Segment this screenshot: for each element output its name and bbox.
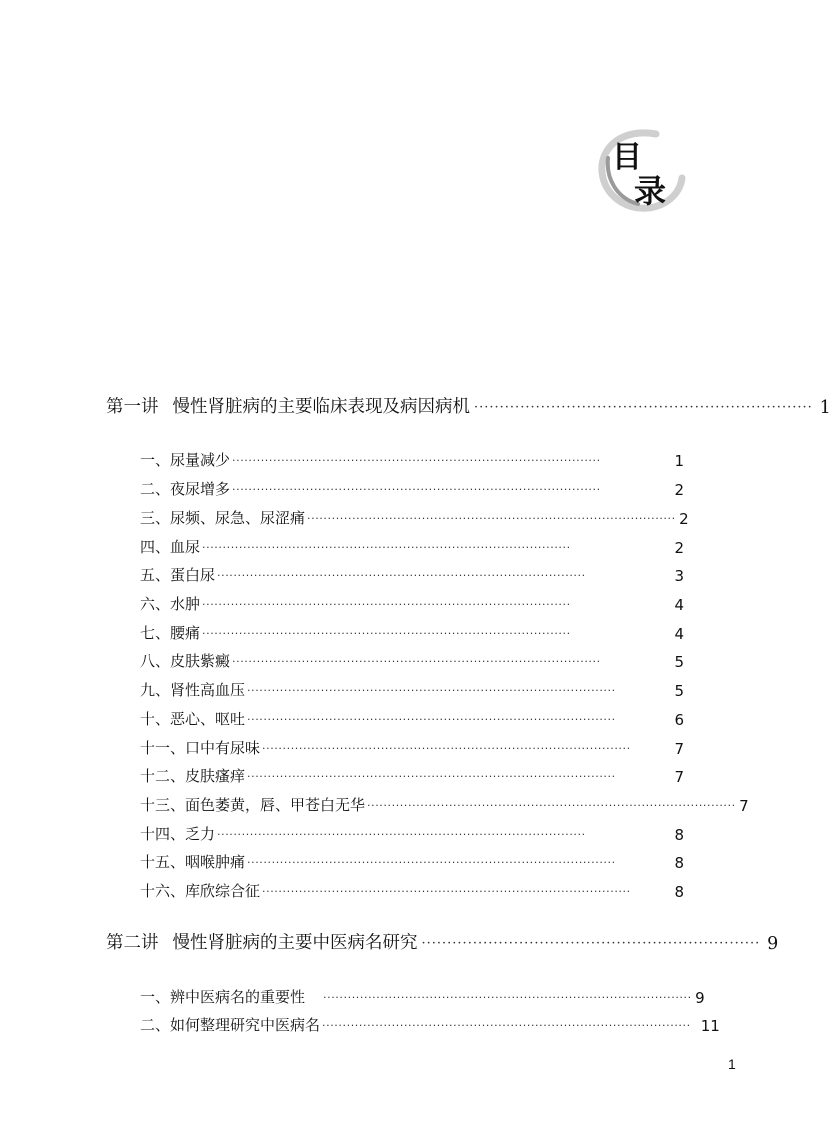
dot-leader: ··························································································: [217, 828, 586, 841]
chapter-1-entry[interactable]: [106, 394, 831, 418]
item-page: 2: [674, 539, 684, 557]
dot-leader: ··························································································: [323, 991, 692, 1004]
item-page: 8: [674, 883, 684, 901]
item-label: 十六、库欣综合征: [140, 882, 261, 900]
item-page: 4: [674, 596, 684, 614]
item-page: 9: [695, 989, 705, 1007]
item-label: 二、如何整理研究中医病名: [140, 1016, 321, 1034]
dot-leader: ··································································: [421, 936, 761, 951]
dot-leader: ··························································································: [322, 1019, 691, 1032]
logo-char-mu: 目: [612, 140, 642, 175]
dot-leader: ··························································································: [247, 684, 616, 697]
toc-item[interactable]: [140, 850, 684, 872]
dot-leader: ··························································································: [202, 627, 571, 640]
item-label: 七、腰痛: [140, 624, 201, 642]
toc-item[interactable]: [140, 649, 684, 671]
dot-leader: ··························································································: [232, 454, 601, 467]
toc-item[interactable]: [140, 563, 684, 585]
item-label: 十四、乏力: [140, 825, 216, 843]
page-number: 1: [728, 1056, 736, 1072]
toc-item[interactable]: [140, 793, 749, 815]
toc-item[interactable]: [140, 592, 684, 614]
item-label: 五、蛋白尿: [140, 566, 216, 584]
item-label: 四、血尿: [140, 538, 201, 556]
chapter-number: 第一讲: [106, 397, 159, 417]
item-page: 8: [674, 826, 684, 844]
toc-logo: [590, 118, 690, 218]
item-page: 7: [674, 740, 684, 758]
chapter-page: 9: [767, 934, 779, 954]
item-label: 一、辨中医病名的重要性: [140, 988, 306, 1006]
toc-item[interactable]: [140, 506, 689, 528]
item-page: 11: [700, 1017, 720, 1035]
item-label: 十一、口中有尿味: [140, 739, 261, 757]
toc-item[interactable]: [140, 764, 684, 786]
chapter-number: 第二讲: [106, 933, 159, 953]
item-label: 十、恶心、呕吐: [140, 710, 246, 728]
toc-item[interactable]: [140, 822, 684, 844]
toc-item[interactable]: [140, 621, 684, 643]
dot-leader: ··························································································: [307, 512, 676, 525]
dot-leader: ··························································································: [232, 483, 601, 496]
item-label: 二、夜尿增多: [140, 480, 231, 498]
dot-leader: ··························································································: [202, 598, 571, 611]
chapter-2-entry[interactable]: [106, 930, 779, 954]
toc-item[interactable]: [140, 678, 684, 700]
item-label: 九、肾性高血压: [140, 681, 246, 699]
dot-leader: ··························································································: [202, 541, 571, 554]
toc-item[interactable]: [140, 736, 684, 758]
item-label: 三、尿频、尿急、尿涩痛: [140, 509, 306, 527]
toc-item[interactable]: [140, 879, 684, 901]
toc-item[interactable]: [140, 1013, 720, 1035]
toc-item[interactable]: [140, 448, 684, 470]
item-label: 六、水肿: [140, 595, 201, 613]
item-label: 十五、咽喉肿痛: [140, 853, 246, 871]
item-page: 7: [739, 797, 749, 815]
dot-leader: ··································································: [474, 400, 813, 415]
chapter-page: 1: [819, 398, 831, 418]
item-label: 十三、面色萎黄，唇、甲苍白无华: [140, 796, 366, 814]
toc-item[interactable]: [140, 985, 705, 1007]
chapter-title: 慢性肾脏病的主要临床表现及病因病机: [172, 397, 470, 417]
item-page: 4: [674, 625, 684, 643]
item-page: 7: [674, 768, 684, 786]
item-page: 2: [679, 510, 689, 528]
item-page: 5: [674, 653, 684, 671]
toc-item[interactable]: [140, 535, 684, 557]
item-page: 8: [674, 854, 684, 872]
toc-item[interactable]: [140, 477, 684, 499]
item-page: 2: [674, 481, 684, 499]
item-label: 一、尿量减少: [140, 451, 231, 469]
dot-leader: ··························································································: [247, 856, 616, 869]
dot-leader: ··························································································: [232, 655, 601, 668]
chapter-title: 慢性肾脏病的主要中医病名研究: [172, 933, 418, 953]
dot-leader: ··························································································: [247, 770, 616, 783]
dot-leader: ··························································································: [262, 885, 631, 898]
dot-leader: ··························································································: [262, 742, 631, 755]
logo-char-lu: 录: [634, 172, 667, 210]
dot-leader: ··························································································: [247, 713, 616, 726]
item-label: 八、皮肤紫癜: [140, 652, 231, 670]
dot-leader: ··························································································: [217, 569, 586, 582]
item-page: 1: [674, 452, 684, 470]
item-page: 5: [674, 682, 684, 700]
item-label: 十二、皮肤瘙痒: [140, 767, 246, 785]
item-page: 3: [674, 567, 684, 585]
toc-item[interactable]: [140, 707, 684, 729]
item-page: 6: [674, 711, 684, 729]
dot-leader: ··························································································: [367, 799, 736, 812]
